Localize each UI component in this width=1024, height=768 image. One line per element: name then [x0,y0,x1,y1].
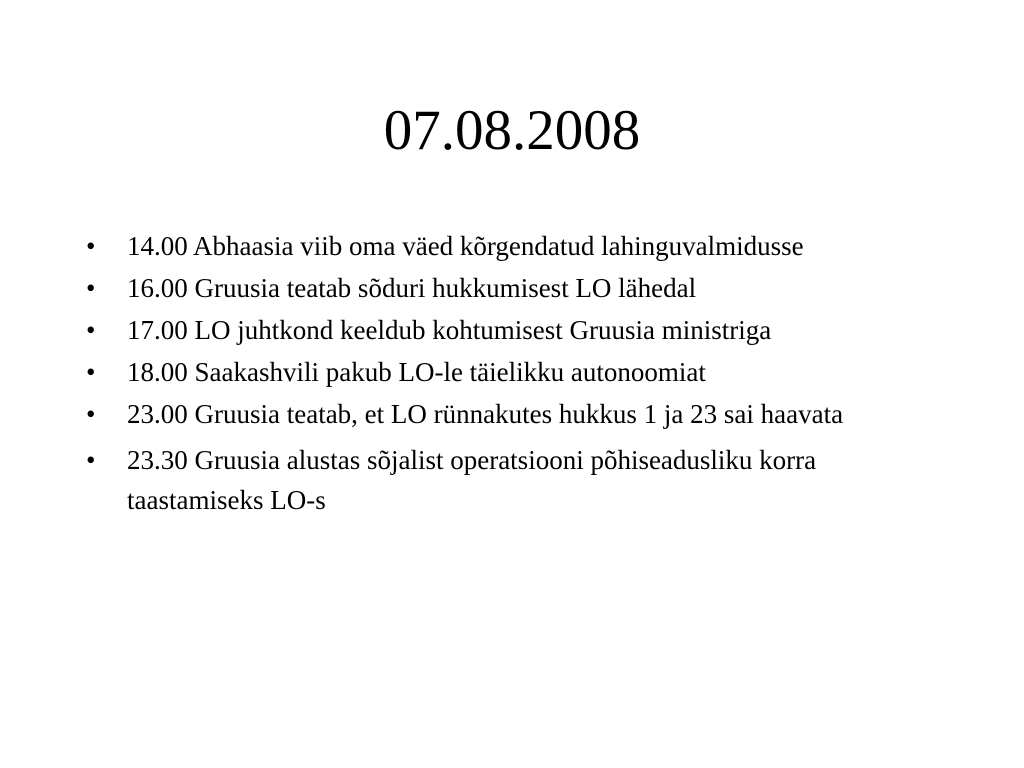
bullet-icon: • [86,399,96,429]
bullet-icon: • [86,273,96,303]
list-item [86,314,946,347]
bullet-icon: • [86,315,96,345]
bullet-icon: • [86,445,96,475]
list-item [86,398,946,431]
list-item [86,356,946,389]
bullet-list [86,230,946,529]
list-item-text: 18.00 Saakashvili pakub LO-le täielikku autonoomiat [127,357,706,387]
list-item [86,440,946,520]
list-item-text: 23.30 Gruusia alustas sõjalist operatsiooni põhiseadusliku korra taastamiseks LO-s [127,445,817,515]
list-item-text: 23.00 Gruusia teatab, et LO rünnakutes hukkus 1 ja 23 sai haavata [127,399,844,429]
list-item-text: 16.00 Gruusia teatab sõduri hukkumisest LO lähedal [127,273,697,303]
list-item-text: 17.00 LO juhtkond keeldub kohtumisest Gruusia ministriga [127,315,772,345]
bullet-icon: • [86,357,96,387]
list-item [86,272,946,305]
list-item [86,230,946,263]
list-item-text: 14.00 Abhaasia viib oma väed kõrgendatud lahinguvalmidusse [127,231,804,261]
bullet-icon: • [86,231,96,261]
slide-title: 07.08.2008 [383,99,641,162]
